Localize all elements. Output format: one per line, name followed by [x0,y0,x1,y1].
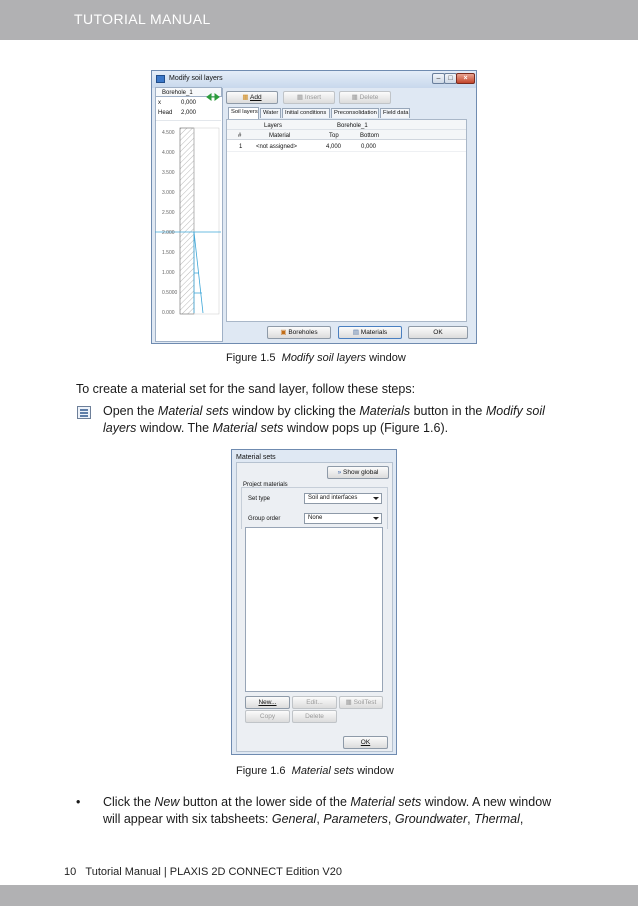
soil-layers-table [226,119,467,322]
ok-button[interactable]: OK [343,736,388,749]
app-icon [156,75,165,83]
set-type-label: Set type [248,496,271,502]
materials-list[interactable] [245,527,383,692]
edit-button[interactable]: Edit... [292,696,337,709]
col-material: Material [269,133,291,139]
group-order-label: Group order [248,516,281,522]
depth-tick-label: 3.500 [162,170,175,176]
page-number: 10 [64,866,77,878]
borehole-name: Borehole_1 [162,90,193,96]
minimize-icon[interactable]: – [432,73,445,84]
head-value: 2,000 [181,110,197,116]
col-bottom: Bottom [360,133,380,139]
col-num: # [238,133,242,139]
project-materials-label: Project materials [243,482,288,488]
soiltest-button[interactable]: ▦ SoilTest [339,696,383,709]
x-value: 0,000 [181,100,197,106]
depth-tick-label: 1.000 [162,270,175,276]
group-layers: Layers [264,123,283,129]
head-label: Head [158,110,173,116]
footer-bar [0,885,638,906]
window-title: Material sets [236,454,276,461]
title-bar [152,71,476,88]
add-button[interactable]: ▦ Add [226,91,278,104]
copy-button[interactable]: Copy [245,710,290,723]
col-top: Top [329,133,339,139]
row-material[interactable]: <not assigned> [256,144,298,150]
tab-field-data[interactable]: Field data [380,108,410,118]
ok-button[interactable]: OK [408,326,468,339]
close-icon[interactable]: × [456,73,475,84]
row-bottom[interactable]: 0,000 [361,144,377,150]
delete-button[interactable]: Delete [292,710,337,723]
insert-button[interactable]: ▦ Insert [283,91,335,104]
figure-caption-2: Figure 1.6 Material sets window [236,765,394,777]
depth-tick-label: 4.500 [162,130,175,136]
table-column-header [227,130,466,140]
tab-initial-conditions[interactable]: Initial conditions [282,108,330,118]
group-borehole: Borehole_1 [337,123,368,129]
header-label: TUTORIAL MANUAL [74,11,211,27]
depth-tick-label: 2.000 [162,230,175,236]
set-type-dropdown[interactable]: Soil and interfaces [304,493,382,504]
tab-soil-layers[interactable]: Soil layers [228,107,259,119]
depth-tick-label: 1.500 [162,250,175,256]
intro-paragraph: To create a material set for the sand layer, follow these steps: [76,382,416,396]
depth-tick-label: 3.000 [162,190,175,196]
tab-water[interactable]: Water [260,108,281,118]
depth-tick-label: 4.000 [162,150,175,156]
x-label: x [158,100,161,106]
figure-caption-1: Figure 1.5 Modify soil layers window [226,352,406,364]
bullet-symbol: • [76,795,81,809]
depth-tick-label: 0.000 [162,310,175,316]
show-global-button[interactable]: » Show global [327,466,389,479]
materials-icon [77,406,91,419]
bullet-text: Click the New button at the lower side of the Material sets window. A new window will appear with six tabsheets: General, Parameters, Groundwater, Thermal, [103,795,552,826]
new-button[interactable]: New... [245,696,290,709]
depth-tick-label: 0.5000 [162,290,178,296]
footer-title: Tutorial Manual | PLAXIS 2D CONNECT Edition V20 [85,866,342,878]
depth-tick-label: 2.500 [162,210,175,216]
page-footer [64,866,342,878]
chevron-down-icon [373,517,379,520]
row-top[interactable]: 4,000 [326,144,342,150]
table-row[interactable] [227,141,466,152]
delete-button[interactable]: ▦ Delete [339,91,391,104]
double-arrow-icon[interactable] [206,88,220,96]
maximize-icon[interactable]: □ [444,73,457,84]
tab-preconsolidation[interactable]: Preconsolidation [331,108,379,118]
step-1-text: Open the Material sets window by clicking the Materials button in the Modify soil layers window. The Material sets window pops up (Figure 1.6). [103,404,545,435]
header-bar [0,0,638,40]
window-title: Modify soil layers [169,75,223,82]
boreholes-button[interactable]: ▣ Boreholes [267,326,331,339]
materials-button[interactable]: ▤ Materials [338,326,402,339]
chevron-down-icon [373,497,379,500]
row-num: 1 [239,144,243,150]
group-order-dropdown[interactable]: None [304,513,382,524]
